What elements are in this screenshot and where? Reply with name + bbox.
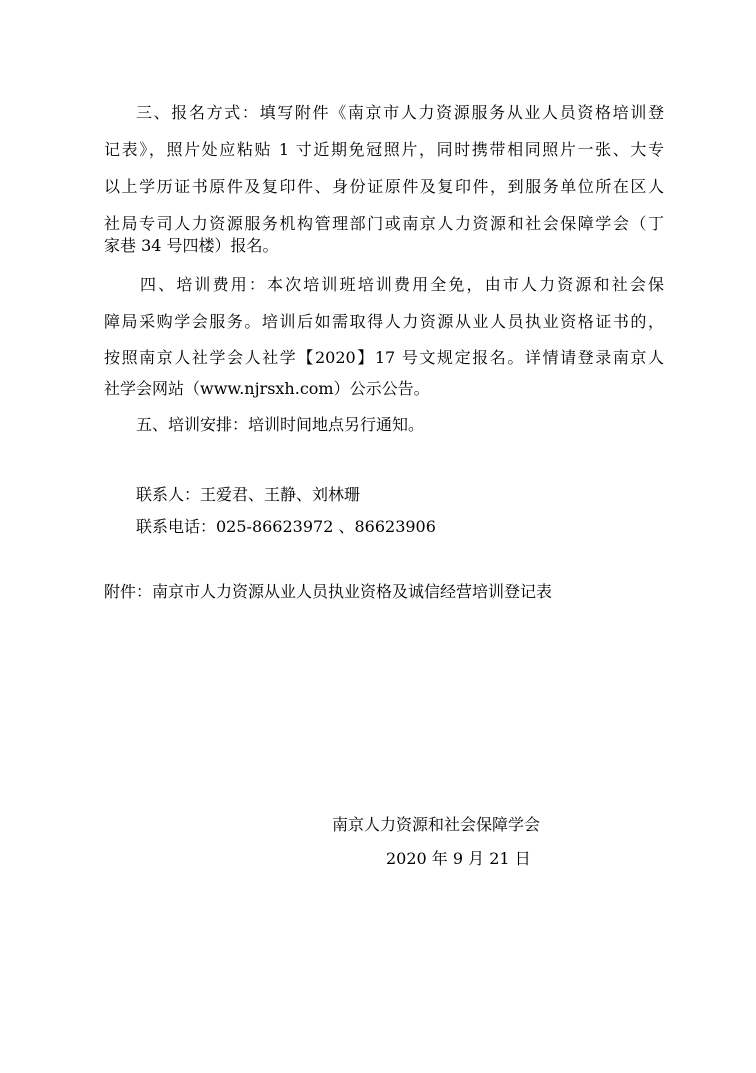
section4-line-4: 社学会网站（www.njrsxh.com）公示公告。 — [104, 379, 430, 398]
contact-persons: 联系人：王爱君、王静、刘林珊 — [136, 485, 361, 504]
signature-date: 2020 年 9 月 21 日 — [386, 849, 531, 868]
contact-phone: 联系电话：025-86623972 、86623906 — [136, 517, 436, 536]
section4-line-3: 按照南京人社学会人社学【2020】17 号文规定报名。详情请登录南京人 — [104, 348, 664, 367]
section4-line-2: 障局采购学会服务。培训后如需取得人力资源从业人员执业资格证书的， — [104, 312, 664, 331]
signature-org: 南京人力资源和社会保障学会 — [332, 815, 541, 834]
section5-text: 五、培训安排：培训时间地点另行通知。 — [136, 415, 425, 434]
section4-line-1: 四、培训费用：本次培训班培训费用全免，由市人力资源和社会保 — [140, 275, 664, 294]
section3-line-1: 三、报名方式：填写附件《南京市人力资源服务从业人员资格培训登 — [136, 103, 664, 122]
attachment-note: 附件：南京市人力资源从业人员执业资格及诚信经营培训登记表 — [104, 582, 553, 601]
section3-line-3: 以上学历证书原件及复印件、身份证原件及复印件，到服务单位所在区人 — [104, 177, 664, 196]
section3-line-2: 记表》，照片处应粘贴 1 寸近期免冠照片，同时携带相同照片一张、大专 — [104, 140, 664, 159]
section3-line-4: 社局专司人力资源服务机构管理部门或南京人力资源和社会保障学会（丁 — [104, 214, 664, 233]
section3-line-5: 家巷 34 号四楼）报名。 — [104, 236, 279, 255]
